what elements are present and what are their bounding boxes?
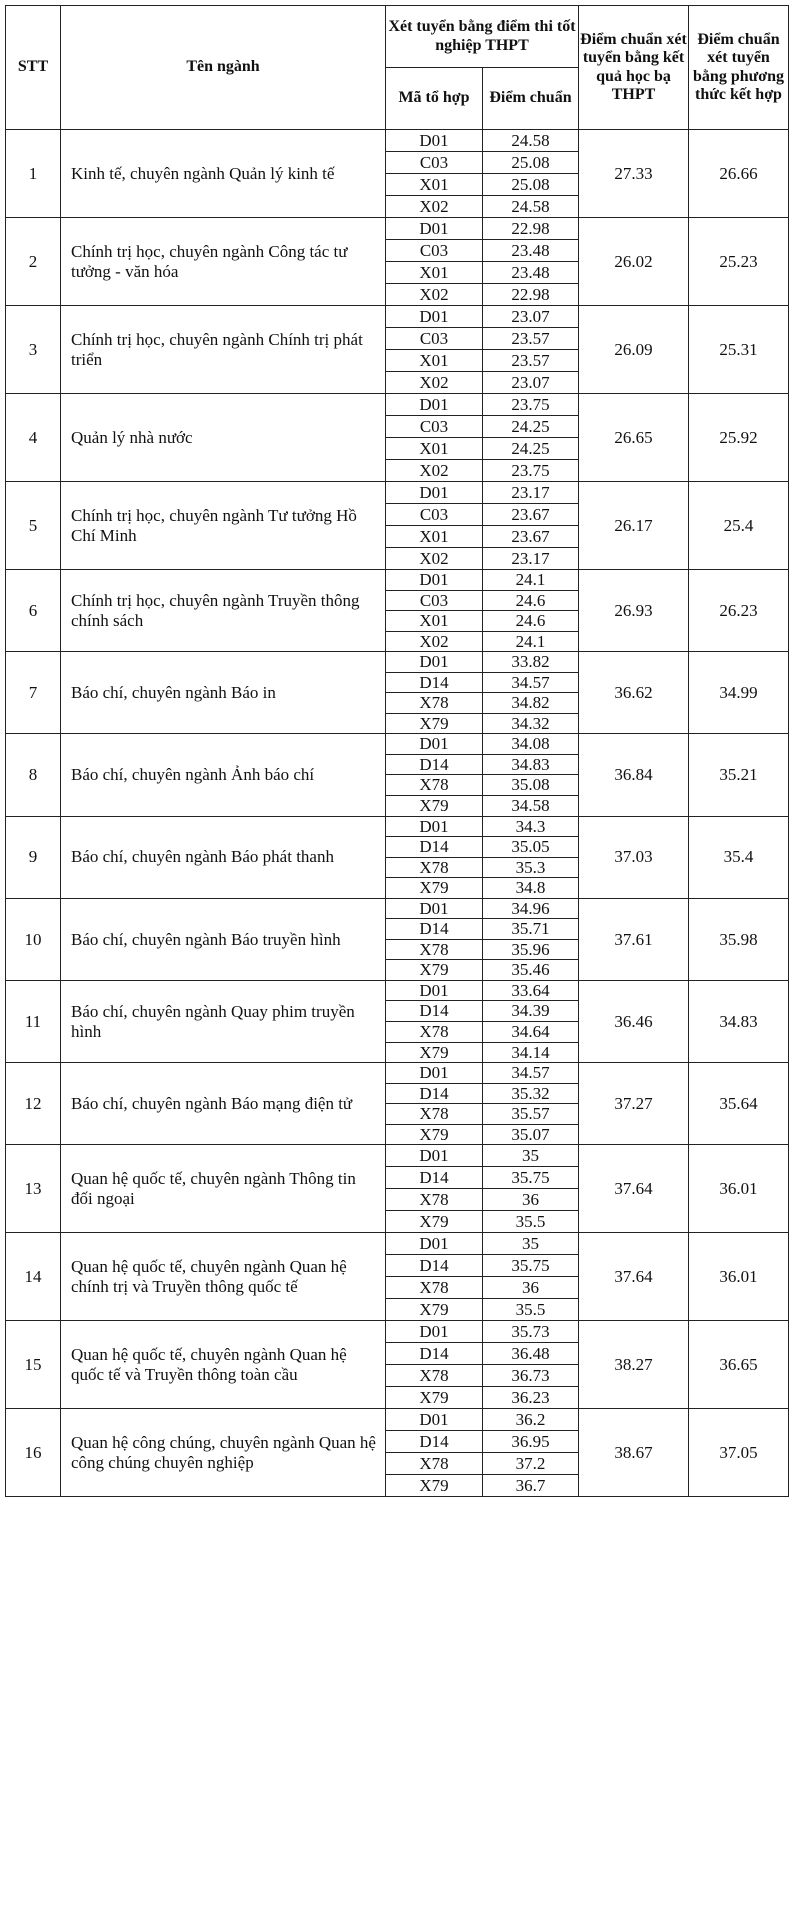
row-hoc-ba-score: 38.27 — [579, 1321, 689, 1409]
combo-score: 36.73 — [483, 1365, 579, 1387]
combo-score: 24.25 — [483, 416, 579, 438]
combo-score: 25.08 — [483, 152, 579, 174]
row-ket-hop-score: 25.4 — [689, 482, 789, 570]
combo-code: D01 — [386, 980, 483, 1001]
combo-score: 23.48 — [483, 262, 579, 284]
row-major-name: Báo chí, chuyên ngành Báo truyền hình — [61, 898, 386, 980]
combo-score: 34.3 — [483, 816, 579, 837]
row-hoc-ba-score: 36.84 — [579, 734, 689, 816]
row-major-name: Quan hệ quốc tế, chuyên ngành Thông tin đối ngoại — [61, 1145, 386, 1233]
table-row — [6, 652, 789, 673]
combo-score: 23.75 — [483, 394, 579, 416]
combo-score: 25.08 — [483, 174, 579, 196]
combo-code: X79 — [386, 1299, 483, 1321]
row-ket-hop-score: 36.01 — [689, 1233, 789, 1321]
combo-score: 35.08 — [483, 775, 579, 796]
combo-score: 35.75 — [483, 1167, 579, 1189]
combo-score: 24.6 — [483, 590, 579, 611]
combo-score: 36.95 — [483, 1431, 579, 1453]
row-stt: 15 — [6, 1321, 61, 1409]
table-row — [6, 1321, 789, 1343]
combo-score: 34.96 — [483, 898, 579, 919]
combo-code: D14 — [386, 1167, 483, 1189]
row-hoc-ba-score: 26.65 — [579, 394, 689, 482]
row-ket-hop-score: 25.31 — [689, 306, 789, 394]
row-ket-hop-score: 25.23 — [689, 218, 789, 306]
row-hoc-ba-score: 26.09 — [579, 306, 689, 394]
admission-scores-table — [5, 5, 789, 1497]
combo-score: 35.46 — [483, 960, 579, 981]
table-row — [6, 1409, 789, 1431]
combo-code: X01 — [386, 526, 483, 548]
combo-score: 35.05 — [483, 837, 579, 858]
combo-code: X79 — [386, 713, 483, 734]
combo-code: D14 — [386, 1343, 483, 1365]
combo-score: 35.71 — [483, 919, 579, 940]
row-ket-hop-score: 36.01 — [689, 1145, 789, 1233]
combo-score: 35 — [483, 1233, 579, 1255]
row-stt: 4 — [6, 394, 61, 482]
combo-code: X02 — [386, 631, 483, 652]
combo-code: D01 — [386, 1233, 483, 1255]
row-major-name: Chính trị học, chuyên ngành Truyền thông chính sách — [61, 570, 386, 652]
combo-code: D01 — [386, 218, 483, 240]
table-row — [6, 218, 789, 240]
row-stt: 14 — [6, 1233, 61, 1321]
combo-code: X78 — [386, 1277, 483, 1299]
combo-score: 36 — [483, 1189, 579, 1211]
combo-code: D01 — [386, 1409, 483, 1431]
combo-code: D14 — [386, 1255, 483, 1277]
combo-code: X01 — [386, 611, 483, 632]
combo-code: D01 — [386, 394, 483, 416]
header-hoc-ba: Điểm chuẩn xét tuyển bằng kết quả học bạ THPT — [579, 6, 689, 130]
row-hoc-ba-score: 26.17 — [579, 482, 689, 570]
combo-score: 33.82 — [483, 652, 579, 673]
row-major-name: Chính trị học, chuyên ngành Chính trị phát triển — [61, 306, 386, 394]
row-hoc-ba-score: 36.62 — [579, 652, 689, 734]
row-ket-hop-score: 26.23 — [689, 570, 789, 652]
combo-code: X78 — [386, 775, 483, 796]
row-major-name: Quan hệ quốc tế, chuyên ngành Quan hệ chính trị và Truyền thông quốc tế — [61, 1233, 386, 1321]
combo-score: 33.64 — [483, 980, 579, 1001]
combo-score: 36.48 — [483, 1343, 579, 1365]
combo-code: X79 — [386, 1211, 483, 1233]
combo-score: 22.98 — [483, 284, 579, 306]
combo-code: X78 — [386, 1365, 483, 1387]
combo-score: 23.17 — [483, 548, 579, 570]
combo-code: D01 — [386, 898, 483, 919]
combo-code: X79 — [386, 796, 483, 817]
row-ket-hop-score: 35.4 — [689, 816, 789, 898]
combo-score: 24.1 — [483, 570, 579, 591]
combo-code: X78 — [386, 693, 483, 714]
row-stt: 7 — [6, 652, 61, 734]
row-ket-hop-score: 35.98 — [689, 898, 789, 980]
combo-code: D14 — [386, 1001, 483, 1022]
combo-score: 35.5 — [483, 1299, 579, 1321]
row-major-name: Quan hệ quốc tế, chuyên ngành Quan hệ quốc tế và Truyền thông toàn cầu — [61, 1321, 386, 1409]
combo-code: D14 — [386, 837, 483, 858]
table-row — [6, 816, 789, 837]
row-stt: 1 — [6, 130, 61, 218]
combo-score: 34.82 — [483, 693, 579, 714]
row-stt: 2 — [6, 218, 61, 306]
combo-code: X79 — [386, 1124, 483, 1145]
combo-score: 34.32 — [483, 713, 579, 734]
combo-code: C03 — [386, 152, 483, 174]
combo-code: X79 — [386, 1475, 483, 1497]
row-stt: 10 — [6, 898, 61, 980]
combo-score: 34.08 — [483, 734, 579, 755]
combo-score: 23.75 — [483, 460, 579, 482]
row-stt: 12 — [6, 1063, 61, 1145]
table-row — [6, 394, 789, 416]
row-major-name: Báo chí, chuyên ngành Ảnh báo chí — [61, 734, 386, 816]
table-row — [6, 482, 789, 504]
row-ket-hop-score: 25.92 — [689, 394, 789, 482]
row-ket-hop-score: 36.65 — [689, 1321, 789, 1409]
combo-score: 34.64 — [483, 1022, 579, 1043]
row-hoc-ba-score: 27.33 — [579, 130, 689, 218]
table-row — [6, 130, 789, 152]
header-xet-tuyen-thpt: Xét tuyển bằng điểm thi tốt nghiệp THPT — [386, 6, 579, 68]
combo-code: D01 — [386, 1145, 483, 1167]
row-stt: 16 — [6, 1409, 61, 1497]
combo-score: 36 — [483, 1277, 579, 1299]
combo-score: 34.83 — [483, 754, 579, 775]
combo-code: D14 — [386, 754, 483, 775]
combo-score: 23.57 — [483, 350, 579, 372]
combo-code: X78 — [386, 857, 483, 878]
combo-code: D14 — [386, 1083, 483, 1104]
table-row — [6, 1145, 789, 1167]
row-major-name: Báo chí, chuyên ngành Quay phim truyền hình — [61, 980, 386, 1062]
combo-score: 37.2 — [483, 1453, 579, 1475]
combo-code: X01 — [386, 262, 483, 284]
combo-code: X78 — [386, 939, 483, 960]
row-major-name: Báo chí, chuyên ngành Báo phát thanh — [61, 816, 386, 898]
combo-score: 24.6 — [483, 611, 579, 632]
row-ket-hop-score: 26.66 — [689, 130, 789, 218]
combo-score: 23.48 — [483, 240, 579, 262]
combo-code: D01 — [386, 734, 483, 755]
row-hoc-ba-score: 38.67 — [579, 1409, 689, 1497]
row-hoc-ba-score: 37.61 — [579, 898, 689, 980]
row-ket-hop-score: 35.64 — [689, 1063, 789, 1145]
combo-score: 35.07 — [483, 1124, 579, 1145]
combo-score: 23.67 — [483, 526, 579, 548]
combo-code: X02 — [386, 460, 483, 482]
combo-code: X02 — [386, 284, 483, 306]
combo-code: C03 — [386, 504, 483, 526]
combo-score: 35.57 — [483, 1104, 579, 1125]
combo-score: 34.14 — [483, 1042, 579, 1063]
combo-code: D14 — [386, 1431, 483, 1453]
row-stt: 8 — [6, 734, 61, 816]
combo-code: D01 — [386, 482, 483, 504]
combo-code: X78 — [386, 1104, 483, 1125]
row-ket-hop-score: 37.05 — [689, 1409, 789, 1497]
row-stt: 13 — [6, 1145, 61, 1233]
header-ten-nganh: Tên ngành — [61, 6, 386, 130]
combo-code: D14 — [386, 919, 483, 940]
combo-code: X79 — [386, 878, 483, 899]
combo-code: D01 — [386, 1321, 483, 1343]
combo-score: 35.5 — [483, 1211, 579, 1233]
row-major-name: Chính trị học, chuyên ngành Công tác tư tưởng - văn hóa — [61, 218, 386, 306]
row-stt: 3 — [6, 306, 61, 394]
combo-score: 35.96 — [483, 939, 579, 960]
row-major-name: Quan hệ công chúng, chuyên ngành Quan hệ công chúng chuyên nghiệp — [61, 1409, 386, 1497]
header-stt: STT — [6, 6, 61, 130]
combo-score: 35.73 — [483, 1321, 579, 1343]
combo-code: D14 — [386, 672, 483, 693]
combo-score: 35.32 — [483, 1083, 579, 1104]
combo-score: 34.8 — [483, 878, 579, 899]
table-row — [6, 306, 789, 328]
header-diem-chuan: Điểm chuẩn — [483, 68, 579, 130]
row-ket-hop-score: 35.21 — [689, 734, 789, 816]
combo-code: D01 — [386, 130, 483, 152]
row-major-name: Quản lý nhà nước — [61, 394, 386, 482]
combo-code: X01 — [386, 174, 483, 196]
row-hoc-ba-score: 37.64 — [579, 1233, 689, 1321]
table-row — [6, 1063, 789, 1084]
row-stt: 5 — [6, 482, 61, 570]
table-row — [6, 570, 789, 591]
combo-code: D01 — [386, 816, 483, 837]
combo-code: D01 — [386, 1063, 483, 1084]
row-stt: 11 — [6, 980, 61, 1062]
combo-score: 36.7 — [483, 1475, 579, 1497]
combo-score: 24.58 — [483, 196, 579, 218]
table-row — [6, 1233, 789, 1255]
combo-score: 24.25 — [483, 438, 579, 460]
combo-score: 23.57 — [483, 328, 579, 350]
table-row — [6, 898, 789, 919]
combo-score: 23.67 — [483, 504, 579, 526]
combo-score: 35.3 — [483, 857, 579, 878]
combo-score: 35.75 — [483, 1255, 579, 1277]
row-major-name: Chính trị học, chuyên ngành Tư tưởng Hồ Chí Minh — [61, 482, 386, 570]
combo-code: C03 — [386, 590, 483, 611]
combo-code: D01 — [386, 570, 483, 591]
combo-score: 36.23 — [483, 1387, 579, 1409]
row-ket-hop-score: 34.99 — [689, 652, 789, 734]
combo-code: X01 — [386, 350, 483, 372]
combo-score: 36.2 — [483, 1409, 579, 1431]
combo-code: D01 — [386, 652, 483, 673]
combo-score: 22.98 — [483, 218, 579, 240]
combo-score: 34.39 — [483, 1001, 579, 1022]
row-major-name: Báo chí, chuyên ngành Báo mạng điện tử — [61, 1063, 386, 1145]
row-hoc-ba-score: 26.93 — [579, 570, 689, 652]
combo-score: 34.57 — [483, 672, 579, 693]
combo-score: 23.17 — [483, 482, 579, 504]
combo-code: X78 — [386, 1022, 483, 1043]
header-ma-to-hop: Mã tổ hợp — [386, 68, 483, 130]
combo-code: C03 — [386, 328, 483, 350]
row-major-name: Báo chí, chuyên ngành Báo in — [61, 652, 386, 734]
combo-code: X79 — [386, 1042, 483, 1063]
table-row — [6, 980, 789, 1001]
row-hoc-ba-score: 37.03 — [579, 816, 689, 898]
header-ket-hop: Điểm chuẩn xét tuyển bằng phương thức kết hợp — [689, 6, 789, 130]
combo-score: 24.58 — [483, 130, 579, 152]
combo-code: X02 — [386, 548, 483, 570]
combo-code: X79 — [386, 960, 483, 981]
combo-code: X02 — [386, 196, 483, 218]
row-stt: 6 — [6, 570, 61, 652]
row-hoc-ba-score: 37.64 — [579, 1145, 689, 1233]
combo-score: 23.07 — [483, 372, 579, 394]
combo-score: 35 — [483, 1145, 579, 1167]
combo-code: X01 — [386, 438, 483, 460]
combo-score: 23.07 — [483, 306, 579, 328]
combo-code: X78 — [386, 1189, 483, 1211]
combo-score: 34.57 — [483, 1063, 579, 1084]
row-stt: 9 — [6, 816, 61, 898]
combo-code: C03 — [386, 416, 483, 438]
combo-code: D01 — [386, 306, 483, 328]
admission-scores-document — [5, 5, 788, 1497]
combo-code: X02 — [386, 372, 483, 394]
combo-code: X79 — [386, 1387, 483, 1409]
row-hoc-ba-score: 37.27 — [579, 1063, 689, 1145]
table-row — [6, 734, 789, 755]
combo-code: C03 — [386, 240, 483, 262]
combo-score: 24.1 — [483, 631, 579, 652]
row-major-name: Kinh tế, chuyên ngành Quản lý kinh tế — [61, 130, 386, 218]
combo-score: 34.58 — [483, 796, 579, 817]
combo-code: X78 — [386, 1453, 483, 1475]
row-hoc-ba-score: 36.46 — [579, 980, 689, 1062]
row-ket-hop-score: 34.83 — [689, 980, 789, 1062]
row-hoc-ba-score: 26.02 — [579, 218, 689, 306]
table-body — [6, 130, 789, 1497]
